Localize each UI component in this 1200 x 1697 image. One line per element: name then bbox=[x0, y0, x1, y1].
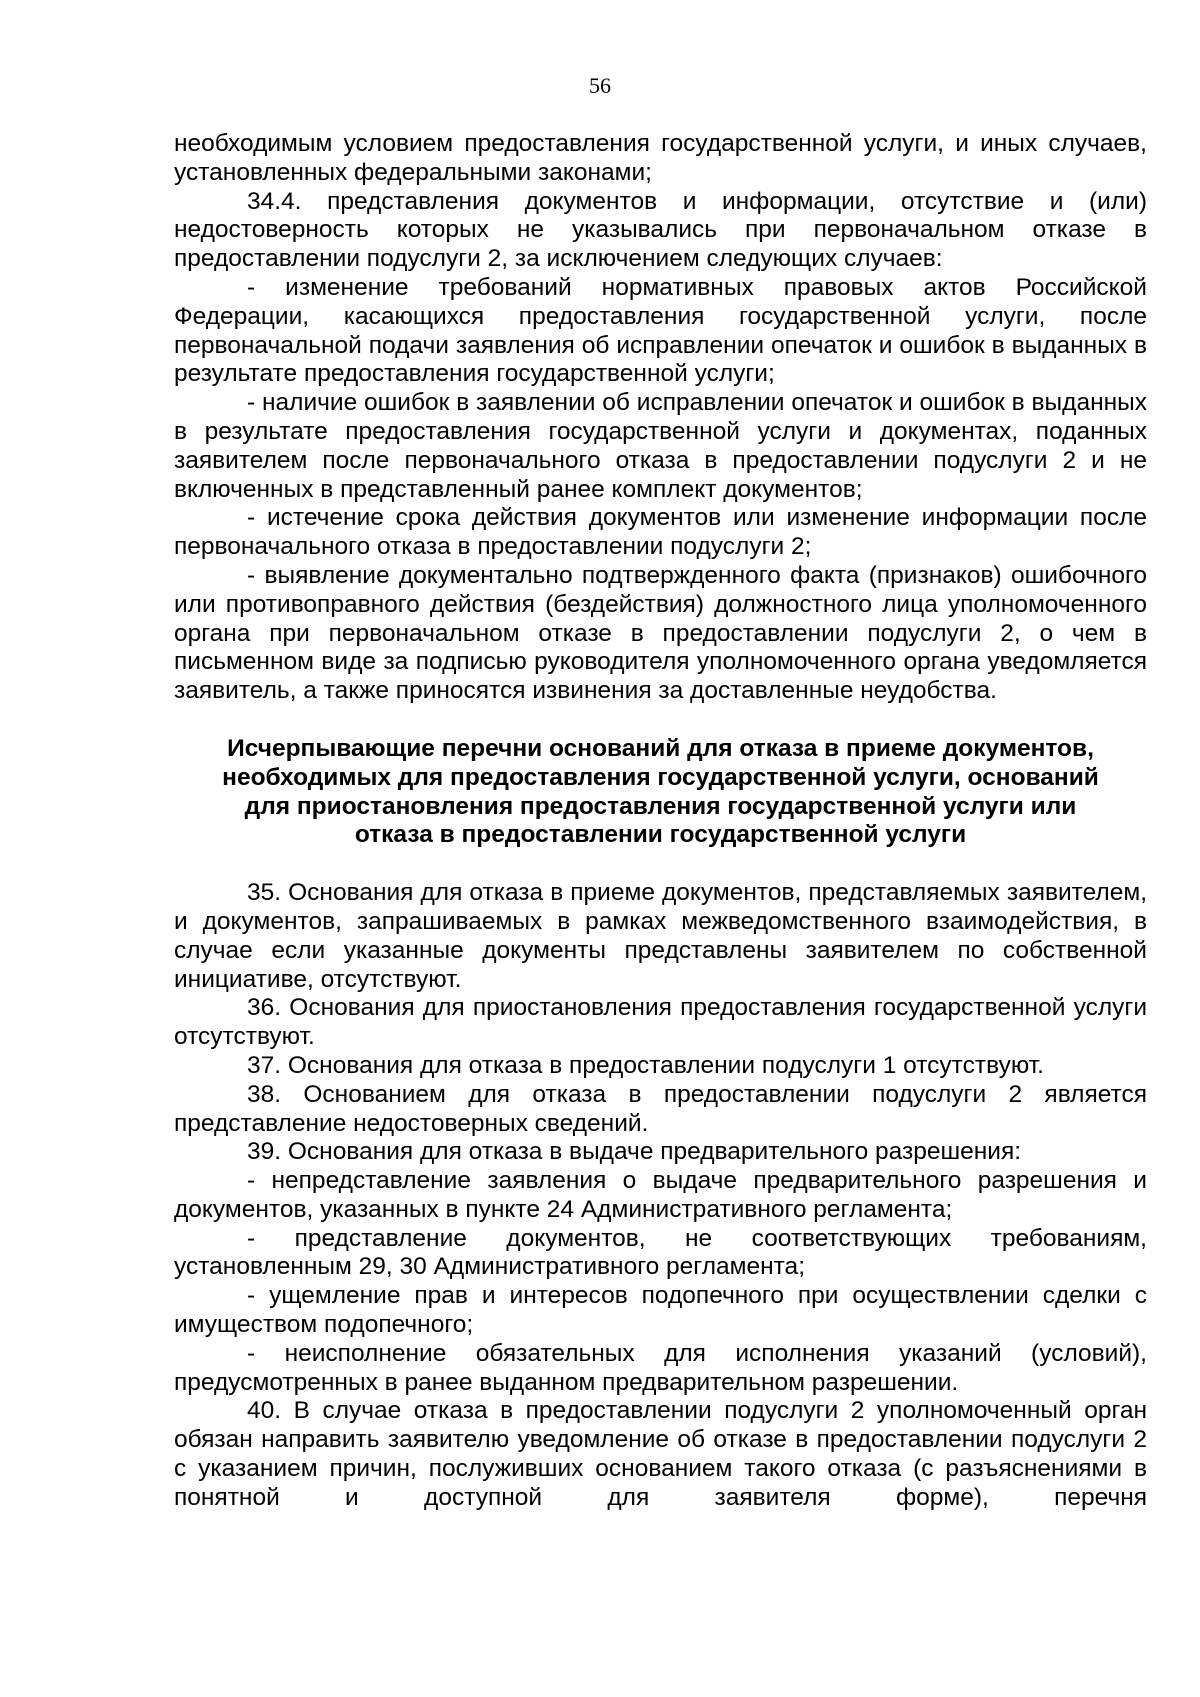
bullet-item: - изменение требований нормативных правовых актов Российской Федерации, касающихся предоставления государственной услуги, после первоначальной подачи заявления об исправлении опечаток и ошибок в выданных в результате предоставления государственной услуги; bbox=[174, 273, 1147, 388]
paragraph-40: 40. В случае отказа в предоставлении подуслуги 2 уполномоченный орган обязан направить заявителю уведомление об отказе в предоставлении подуслуги 2 с указанием причин, послуживших основанием такого отказа (с разъяснениями в понятной и доступной для заявителя форме), перечня bbox=[174, 1397, 1147, 1511]
bullet-item: - непредставление заявления о выдаче предварительного разрешения и документов, указанных в пункте 24 Административного регламента; bbox=[174, 1167, 1147, 1223]
paragraph-36: 36. Основания для приостановления предоставления государственной услуги отсутствуют. bbox=[174, 994, 1147, 1051]
paragraph-35: 35. Основания для отказа в приеме документов, представляемых заявителем, и документов, запрашиваемых в рамках межведомственного взаимодействия, в случае если указанные документы представлены заявителем по собственной инициативе, отсутствуют. bbox=[174, 879, 1147, 993]
document-body bbox=[174, 130, 1147, 1513]
bullet-item: - истечение срока действия документов или изменение информации после первоначального отказа в предоставлении подуслуги 2; bbox=[174, 504, 1147, 561]
paragraph-37: 37. Основания для отказа в предоставлении подуслуги 1 отсутствуют. bbox=[247, 1051, 1044, 1079]
bullet-item: - выявление документально подтвержденного факта (признаков) ошибочного или противоправного действия (бездействия) должностного лица уполномоченного органа при первоначальном отказе в предоставлении подуслуги 2, о чем в письменном виде за подписью руководителя уполномоченного органа уведомляется заявитель, а также приносятся извинения за доставленные неудобства. bbox=[174, 561, 1147, 705]
paragraphs-bottom bbox=[174, 879, 1147, 1513]
bullet-item: - наличие ошибок в заявлении об исправлении опечаток и ошибок в выданных в результате предоставления государственной услуги и документах, поданных заявителем после первоначального отказа в предоставлении подуслуги 2 и не включенных в представленный ранее комплект документов; bbox=[174, 389, 1147, 503]
bullet-item: - представление документов, не соответствующих требованиям, установленным 29, 30 Административного регламента; bbox=[174, 1224, 1147, 1281]
bullet-item: - неисполнение обязательных для исполнения указаний (условий), предусмотренных в ранее выданном предварительном разрешении. bbox=[174, 1339, 1147, 1396]
section-heading: Исчерпывающие перечни оснований для отказа в приеме документов, необходимых для предоставления государственной услуги, оснований для приостановления предоставления государственной услуги или отказа в предоставлении государственной услуги bbox=[222, 734, 1099, 849]
paragraph-34-4: 34.4. представления документов и информации, отсутствие и (или) недостоверность которых не указывались при первоначальном отказе в предоставлении подуслуги 2, за исключением следующих случаев: bbox=[174, 187, 1147, 273]
paragraph-39: 39. Основания для отказа в выдаче предварительного разрешения: bbox=[247, 1138, 1022, 1166]
paragraphs-top bbox=[174, 130, 1147, 706]
page-number: 56 bbox=[589, 73, 611, 98]
paragraph-continuation: необходимым условием предоставления государственной услуги, и иных случаев, установленных федеральными законами; bbox=[174, 130, 1147, 186]
bullet-item: - ущемление прав и интересов подопечного при осуществлении сделки с имуществом подопечного; bbox=[174, 1282, 1147, 1339]
paragraph-38: 38. Основанием для отказа в предоставлении подуслуги 2 является представление недостоверных сведений. bbox=[174, 1080, 1147, 1137]
